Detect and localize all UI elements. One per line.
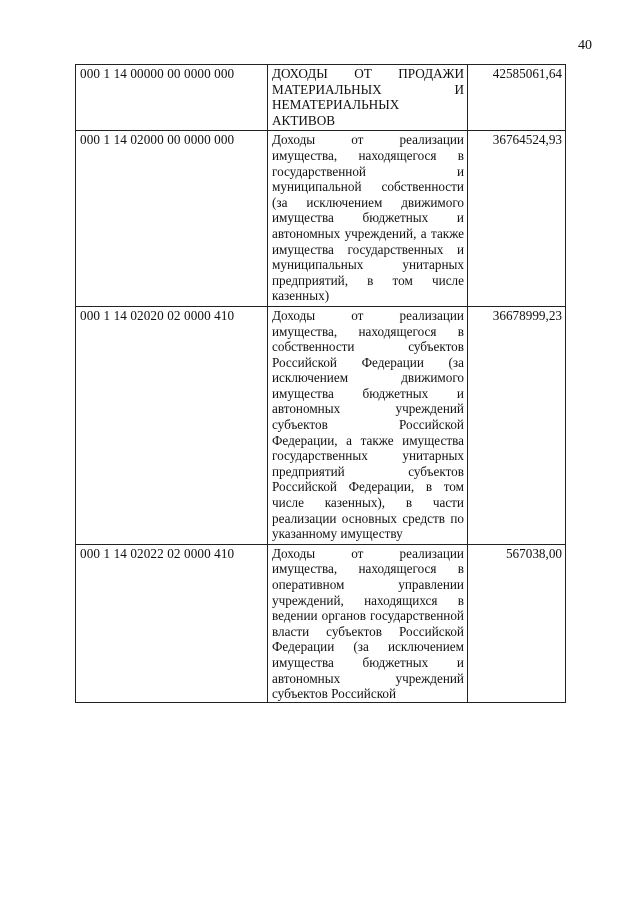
- amount-cell: 567038,00: [468, 544, 566, 702]
- table-row: [76, 65, 566, 131]
- amount-cell: 36678999,23: [468, 306, 566, 544]
- revenue-name-cell: Доходы от реализации имущества, находящегося в государственной и муниципальной собственности (за исключением движимого имущества бюджетных и автономных учреждений, а также имущества государственных и муниципальных унитарных предприятий, в том числе казенных): [268, 131, 468, 307]
- table-row: [76, 131, 566, 307]
- table-row: [76, 544, 566, 702]
- revenue-table: [75, 64, 566, 703]
- budget-code-cell: 000 1 14 02022 02 0000 410: [76, 544, 268, 702]
- table-row: [76, 306, 566, 544]
- revenue-name-cell: Доходы от реализации имущества, находящегося в собственности субъектов Российской Федерации (за исключением движимого имущества бюджетных и автономных учреждений субъектов Российской Федерации, а также имущества государственных унитарных предприятий субъектов Российской Федерации, в том числе казенных), в части реализации основных средств по указанному имуществу: [268, 306, 468, 544]
- revenue-name-cell: Доходы от реализации имущества, находящегося в оперативном управлении учреждений, находящихся в ведении органов государственной власти субъектов Российской Федерации (за исключением имущества бюджетных и автономных учреждений субъектов Российской: [268, 544, 468, 702]
- budget-code-cell: 000 1 14 02000 00 0000 000: [76, 131, 268, 307]
- page-number: 40: [578, 38, 592, 53]
- budget-code-cell: 000 1 14 00000 00 0000 000: [76, 65, 268, 131]
- amount-cell: 42585061,64: [468, 65, 566, 131]
- revenue-name-cell: ДОХОДЫ ОТ ПРОДАЖИ МАТЕРИАЛЬНЫХ И НЕМАТЕРИАЛЬНЫХ АКТИВОВ: [268, 65, 468, 131]
- amount-cell: 36764524,93: [468, 131, 566, 307]
- budget-code-cell: 000 1 14 02020 02 0000 410: [76, 306, 268, 544]
